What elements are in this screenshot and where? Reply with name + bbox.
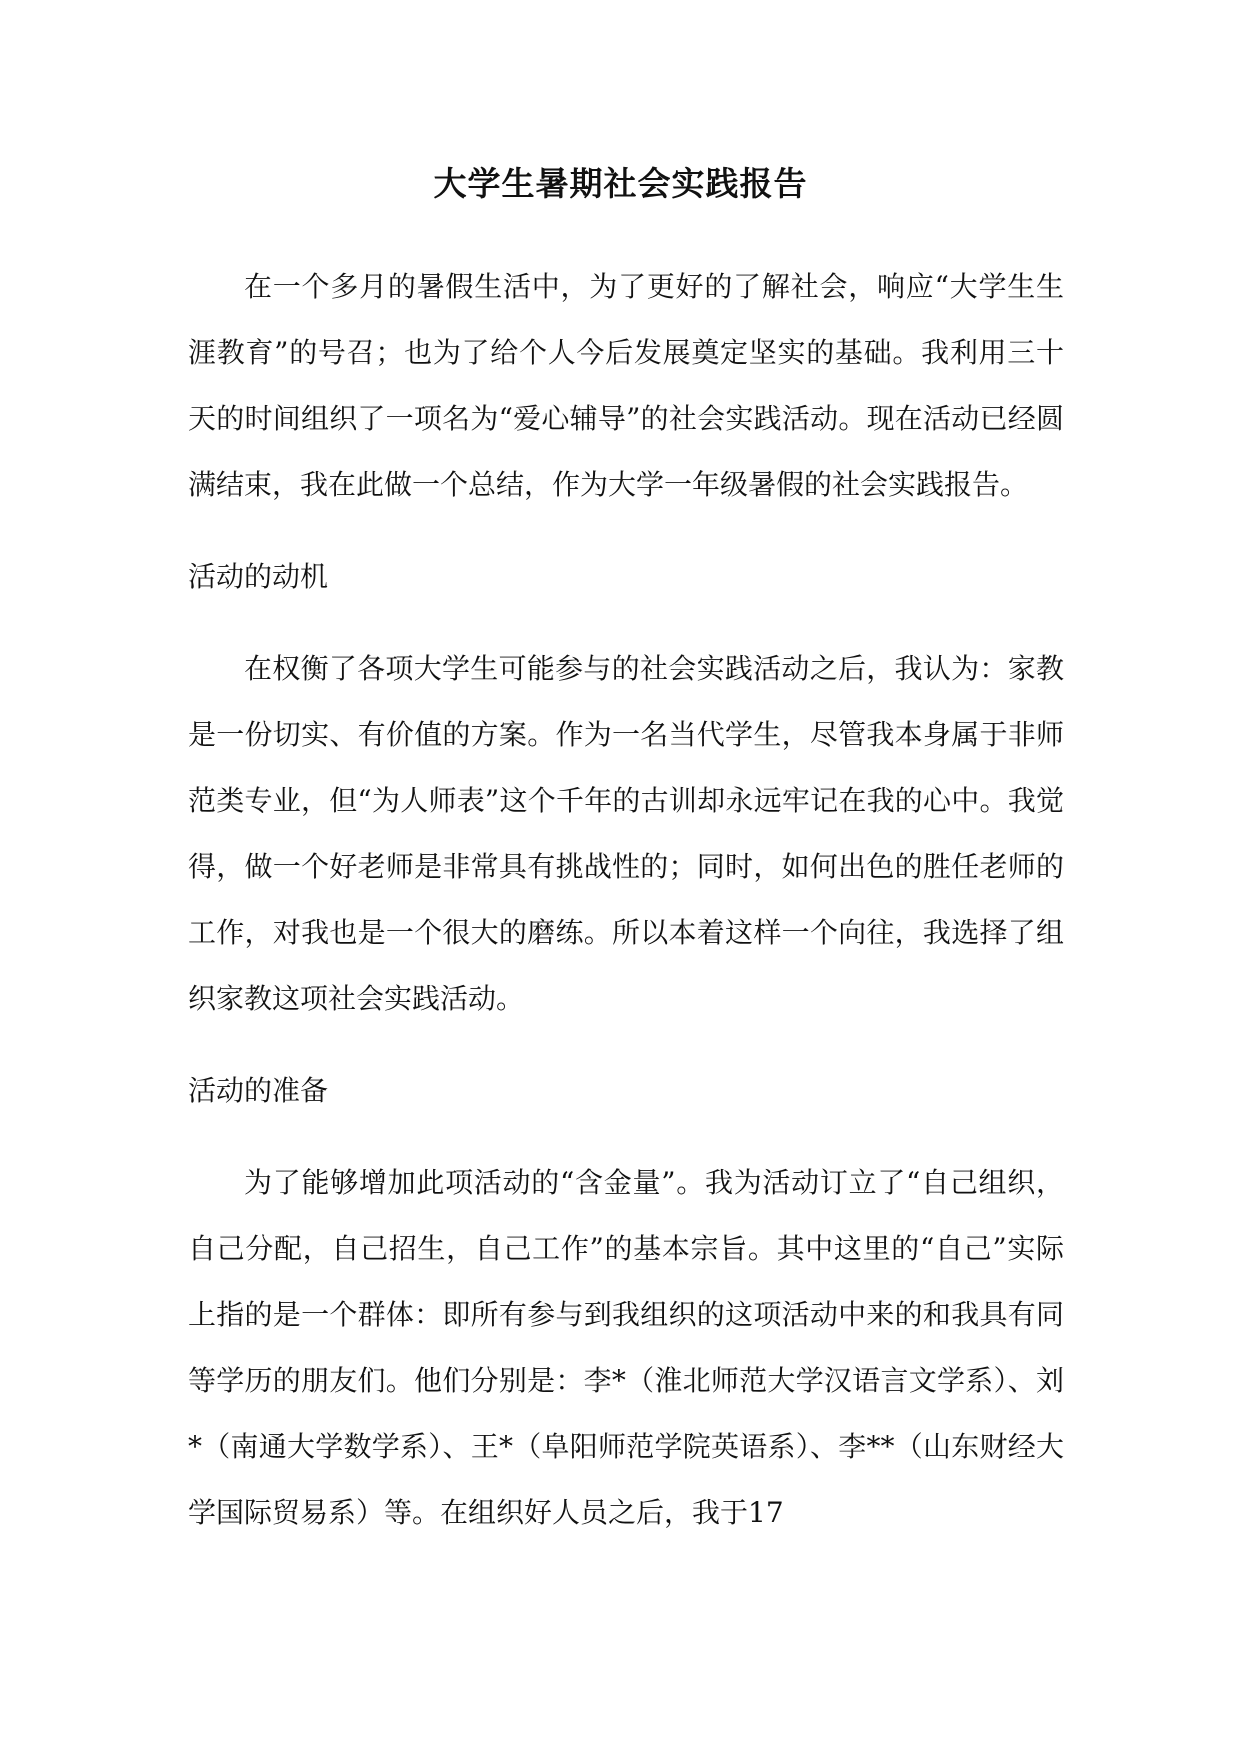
document-body <box>188 254 1064 1546</box>
paragraph-motivation: 在权衡了各项大学生可能参与的社会实践活动之后，我认为：家教是一份切实、有价值的方案。作为一名当代学生，尽管我本身属于非师范类专业，但“为人师表”这个千年的古训却永远牢记在我的心中。我觉得，做一个好老师是非常具有挑战性的；同时，如何出色的胜任老师的工作，对我也是一个很大的磨练。所以本着这样一个向往，我选择了组织家教这项社会实践活动。 <box>188 652 1064 1015</box>
paragraph-intro: 在一个多月的暑假生活中，为了更好的了解社会，响应“大学生生涯教育”的号召；也为了给个人今后发展奠定坚实的基础。我利用三十天的时间组织了一项名为“爱心辅导”的社会实践活动。现在活动已经圆满结束，我在此做一个总结，作为大学一年级暑假的社会实践报告。 <box>188 270 1064 501</box>
paragraph-preparation: 为了能够增加此项活动的“含金量”。我为活动订立了“自己组织，自己分配，自己招生，自己工作”的基本宗旨。其中这里的“自己”实际上指的是一个群体：即所有参与到我组织的这项活动中来的和我具有同等学历的朋友们。他们分别是：李*（淮北师范大学汉语言文学系）、刘*（南通大学数学系）、王*（阜阳师范学院英语系）、李**（山东财经大学国际贸易系）等。在组织好人员之后，我于17 <box>188 1166 1064 1529</box>
section-heading-preparation: 活动的准备 <box>188 1074 329 1107</box>
document-title: 大学生暑期社会实践报告 <box>433 164 808 203</box>
section-heading-motivation: 活动的动机 <box>188 560 329 593</box>
